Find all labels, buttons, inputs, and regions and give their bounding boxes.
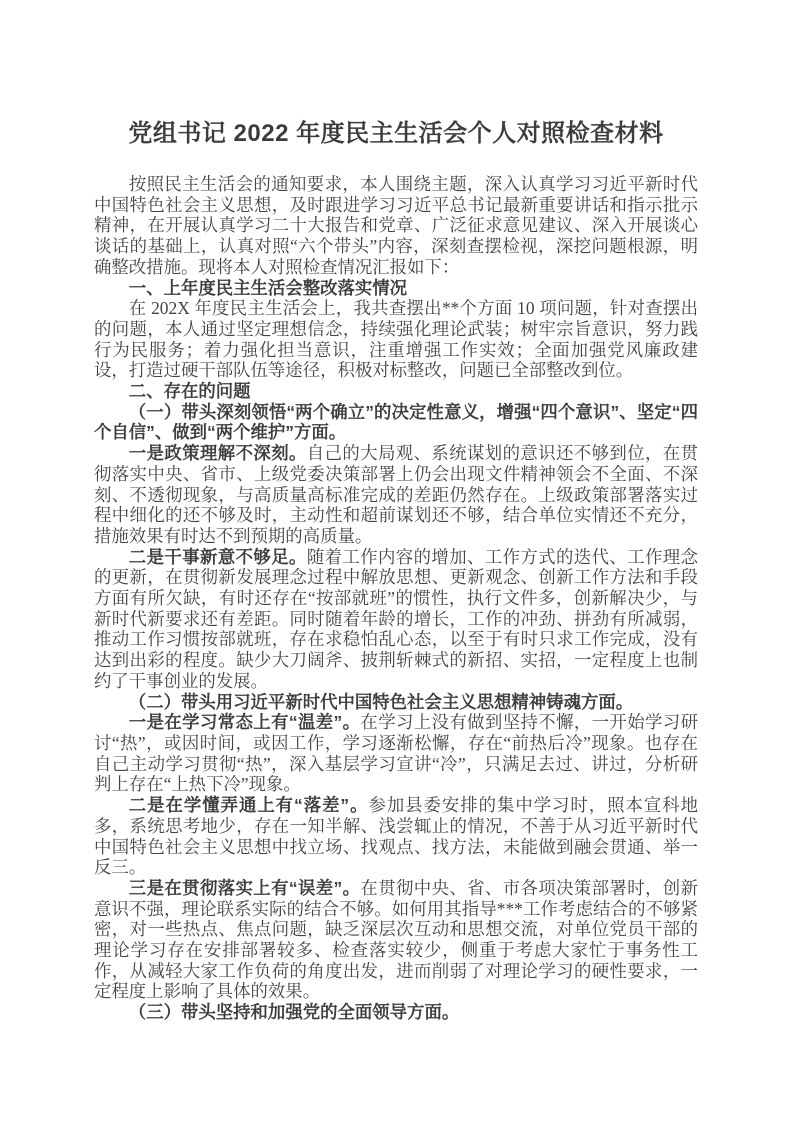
paragraph-lead: 三是在贯彻落实上有“误差”。: [128, 877, 361, 898]
problem-paragraph-1-2: [94, 547, 698, 692]
section-2-heading: 二、存在的问题: [128, 381, 251, 402]
paragraph-text: 随着工作内容的增加、工作方式的迭代、工作理念的更新，在贯彻新发展理念过程中解放思想、更新观念、创新工作方法和手段方面有所欠缺，有时还存在“按部就班”的惯性，执行文件多，创新解决少，与新时代新要求还有差距。同时随着年龄的增长，工作的冲劲、拼劲有所减弱，推动工作习惯按部就班，存在求稳怕乱心态，以至于有时只求工作完成，没有达到出彩的程度。缺少大刀阔斧、披荆斩棘式的新招、实招，一定程度上也制约了干事创业的发展。: [94, 546, 698, 691]
paragraph-lead: 二是在学懂弄通上有“落差”。: [128, 795, 369, 816]
section-1-heading: 一、上年度民主生活会整改落实情况: [128, 277, 408, 298]
section-1-paragraph: 在 202X 年度民主生活会上，我共查摆出**个方面 10 项问题，针对查摆出的问题，本人通过坚定理想信念，持续强化理论武装；树牢宗旨意识，努力践行为民服务；着力强化担当意识，注重增强工作实效；全面加强党风廉政建设，打造过硬干部队伍等途径，积极对标整改，问题已全部整改到位。: [94, 298, 698, 381]
problem-paragraph-2-1: [94, 712, 698, 795]
problem-paragraph-2-2: [94, 795, 698, 878]
subsection-2-3-heading: （三）带头坚持和加强党的全面领导方面。: [128, 1002, 460, 1023]
paragraph-lead: 二是干事新意不够足。: [128, 546, 307, 567]
paragraph-text: 自己的大局观、系统谋划的意识还不够到位，在贯彻落实中央、省市、上级党委决策部署上仍会出现文件精神领会不全面、不深刻、不透彻现象，与高质量高标准完成的差距仍然存在。上级政策部署落实过程中细化的还不够及时，主动性和超前谋划还不够，结合单位实情还不充分，措施效果有时达不到预期的高质量。: [94, 443, 698, 546]
paragraph-text: 在贯彻中央、省、市各项决策部署时，创新意识不强，理论联系实际的结合不够。如何用其指导***工作考虑结合的不够紧密，对一些热点、焦点问题，缺乏深层次互动和思想交流，对单位党员干部的理论学习存在安排部署较多、检查落实较少，侧重于考虑大家忙于事务性工作，从减轻大家工作负荷的角度出发，进而削弱了对理论学习的硬性要求，一定程度上影响了具体的效果。: [94, 877, 698, 1002]
paragraph-text: 在学习上没有做到坚持不懈，一开始学习研讨“热”，或因时间，或因工作，学习逐渐松懈，存在“前热后冷”现象。也存在自己主动学习贯彻“热”，深入基层学习宣讲“冷”，只满足去过、讲过，分析研判上存在“上热下冷”现象。: [94, 712, 698, 795]
problem-paragraph-2-3: [94, 878, 698, 1002]
subsection-2-2-heading: （二）带头用习近平新时代中国特色社会主义思想精神铸魂方面。: [128, 691, 634, 712]
paragraph-lead: 一是在学习常态上有“温差”。: [128, 712, 361, 733]
paragraph-lead: 一是政策理解不深刻。: [128, 443, 307, 464]
problem-paragraph-1-1: [94, 443, 698, 547]
intro-paragraph: 按照民主生活会的通知要求，本人围绕主题，深入认真学习习近平新时代中国特色社会主义思想，及时跟进学习习近平总书记最新重要讲话和指示批示精神，在开展认真学习二十大报告和党章、广泛征求意见建议、深入开展谈心谈话的基础上，认真对照“六个带头”内容，深刻查摆检视，深挖问题根源，明确整改措施。现将本人对照检查情况汇报如下：: [94, 174, 698, 277]
document-title: 党组书记 2022 年度民主生活会个人对照检查材料: [128, 120, 664, 147]
paragraph-text: 参加县委安排的集中学习时，照本宣科地多，系统思考地少，存在一知半解、浅尝辄止的情况，不善于从习近平新时代中国特色社会主义思想中找立场、找观点、找方法，未能做到融会贯通、举一反三。: [94, 795, 698, 878]
subsection-2-1-heading: （一）带头深刻领悟“两个确立”的决定性意义，增强“四个意识”、坚定“四个自信”、做到“两个维护”方面。: [94, 401, 698, 443]
